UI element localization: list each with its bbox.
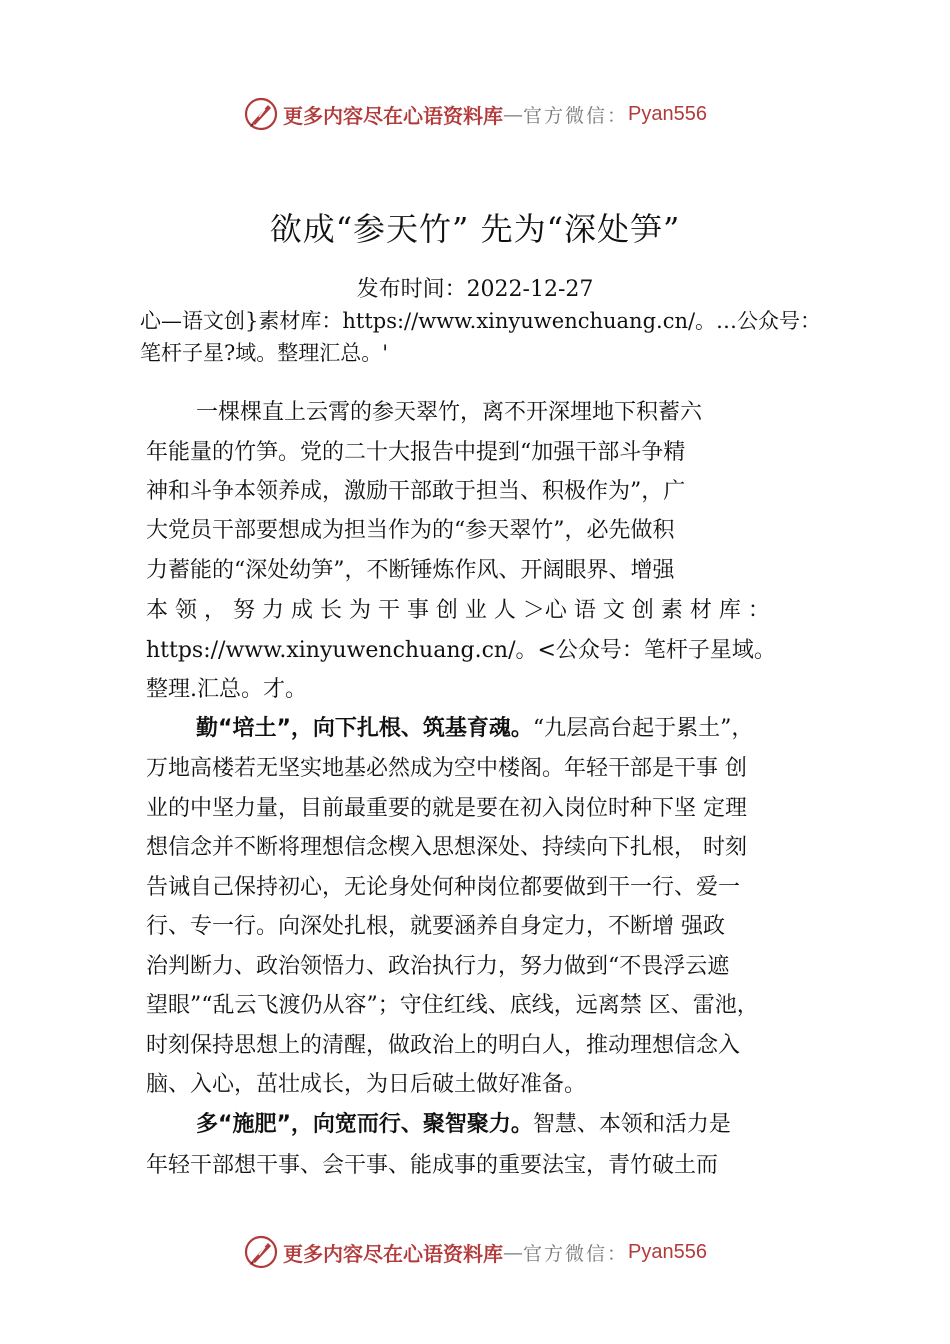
quill-pen-icon bbox=[243, 1234, 279, 1270]
section-lead-text: 智慧、本领和活力是 bbox=[532, 1112, 731, 1137]
section-heading-line bbox=[196, 1110, 731, 1140]
banner-brand-text: 更多内容尽在心语资料库 bbox=[283, 103, 503, 128]
body-line: 行、专一行。向深处扎根，就要涵养自身定力，不断增 强政 bbox=[146, 914, 725, 939]
section-lead-text: “九层高台起于累土”， bbox=[532, 716, 754, 741]
section-heading-line bbox=[196, 714, 753, 744]
body-line: 神和斗争本领养成，激励干部敢于担当、积极作为”，广 bbox=[146, 479, 686, 504]
body-line: 业的中坚力量，目前最重要的就是要在初入岗位时种下坚 定理 bbox=[146, 796, 747, 821]
banner-wechat-label: 官方微信： bbox=[523, 1242, 629, 1265]
body-line: 时刻保持思想上的清醒，做政治上的明白人，推动理想信念入 bbox=[146, 1033, 741, 1058]
body-line: 力蓄能的“深处幼笋”，不断锤炼作风、开阔眼界、增强 bbox=[146, 558, 675, 583]
header-banner bbox=[0, 90, 950, 138]
source-note: 心—语文创}素材库：https://www.xinyuwenchuang.cn/。…公众号：笔杆子星?域。整理汇总。' bbox=[140, 309, 822, 365]
section-heading: 勤“培土”，向下扎根、筑基育魂。 bbox=[196, 716, 533, 741]
body-line: 告诫自己保持初心，无论身处何种岗位都要做到干一行、爱一 bbox=[146, 875, 741, 900]
article-title: 欲成“参天竹” 先为“深处笋” bbox=[269, 210, 681, 248]
banner-separator: — bbox=[503, 102, 523, 126]
banner-separator: — bbox=[503, 1240, 523, 1264]
body-line: 望眼”“乱云飞渡仍从容”；守住红线、底线，远离禁 区、雷池， bbox=[146, 993, 759, 1018]
body-line: 脑、入心，茁壮成长，为日后破土做好准备。 bbox=[146, 1072, 587, 1097]
publish-date: 发布时间：2022-12-27 bbox=[356, 277, 594, 302]
body-line: 年能量的竹笋。党的二十大报告中提到“加强干部斗争精 bbox=[146, 440, 686, 465]
body-line: 大党员干部要想成为担当作为的“参天翠竹”，必先做积 bbox=[146, 518, 675, 543]
body-line: 一棵棵直上云霄的参天翠竹，离不开深埋地下积蓄六 bbox=[196, 400, 703, 425]
quill-pen-icon bbox=[243, 96, 279, 132]
body-line: 整理.汇总。才。 bbox=[146, 677, 307, 702]
section-heading: 多“施肥”，向宽而行、聚智聚力。 bbox=[196, 1112, 533, 1137]
banner-wechat-id: Pyan556 bbox=[628, 102, 707, 125]
footer-banner bbox=[0, 1228, 950, 1276]
body-line: https://www.xinyuwenchuang.cn/。<公众号：笔杆子星域。 bbox=[146, 638, 776, 663]
body-line: 想信念并不断将理想信念楔入思想深处、持续向下扎根， 时刻 bbox=[146, 835, 747, 860]
body-line: 万地高楼若无坚实地基必然成为空中楼阁。年轻干部是干事 创 bbox=[146, 756, 747, 781]
banner-wechat-id: Pyan556 bbox=[628, 1240, 707, 1263]
body-line: 本 领 ， 努 力 成 长 为 干 事 创 业 人 ＞心 语 文 创 素 材 库 ： bbox=[146, 598, 770, 623]
banner-brand-text: 更多内容尽在心语资料库 bbox=[283, 1241, 503, 1266]
body-line: 治判断力、政治领悟力、政治执行力，努力做到“不畏浮云遮 bbox=[146, 954, 730, 979]
banner-wechat-label: 官方微信： bbox=[523, 104, 629, 127]
body-line: 年轻干部想干事、会干事、能成事的重要法宝，青竹破土而 bbox=[146, 1153, 719, 1178]
